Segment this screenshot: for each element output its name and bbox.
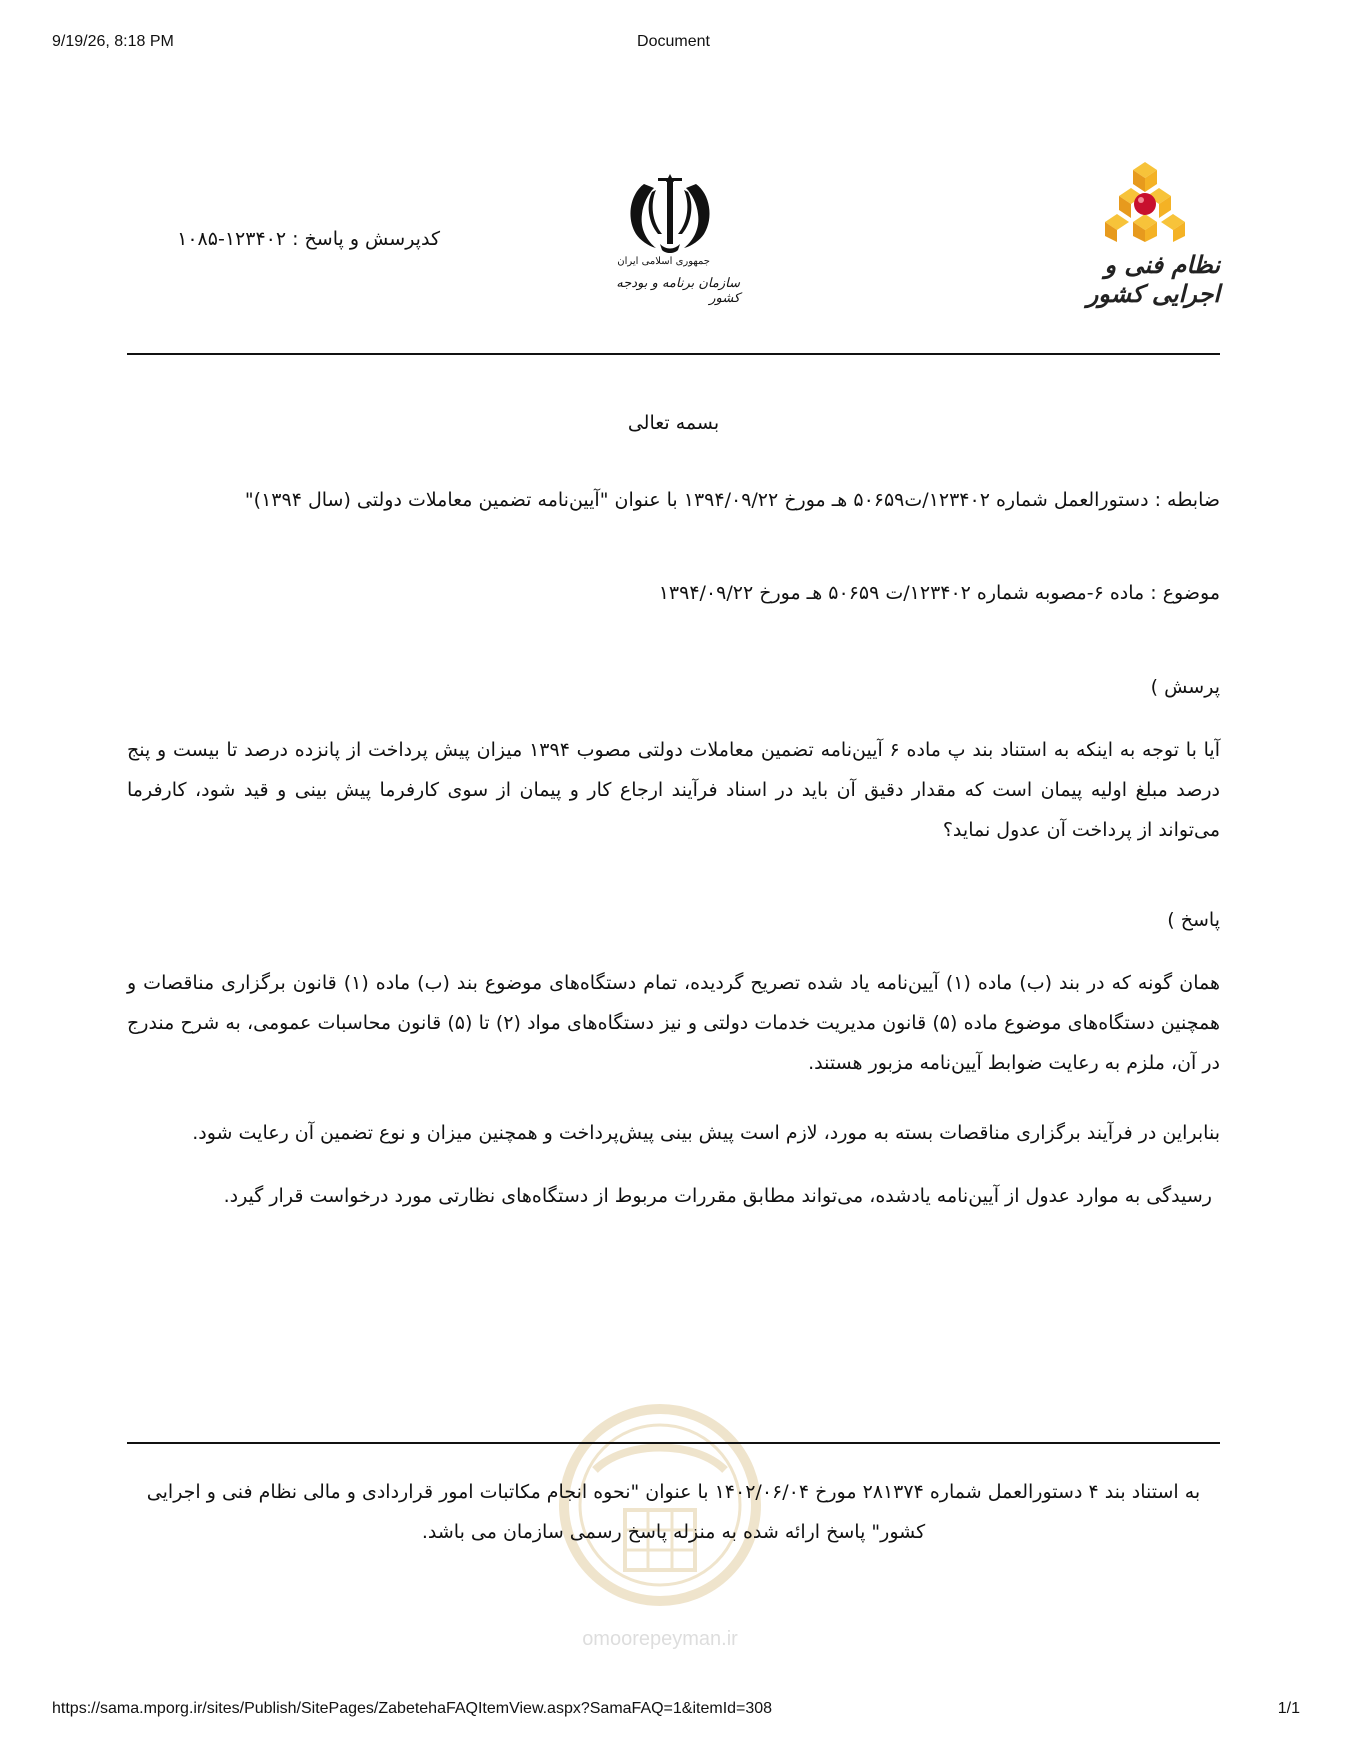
regulation-line: ضابطه : دستورالعمل شماره ۱۲۳۴۰۲/ت۵۰۶۵۹ هـ مورخ ۱۳۹۴/۰۹/۲۲ با عنوان "آیین‌نامه تضمین معاملات دولتی (سال ۱۳۹۴)" [244, 489, 1220, 511]
emblem-icon [600, 160, 740, 260]
print-doc-title: Document [637, 33, 710, 50]
cube-pyramid-icon [1095, 158, 1195, 244]
print-page-number: 1/1 [1277, 1700, 1300, 1717]
emblem-caption-1: جمهوری اسلامی ایران [617, 256, 710, 267]
answer-paragraph-2: بنابراین در فرآیند برگزاری مناقصات بسته به مورد، لازم است پیش بینی پیش‌پرداخت و همچنین میزان و نوع تضمین آن رعایت شود. [192, 1122, 1220, 1144]
iran-emblem-logo [600, 160, 740, 310]
header-divider [127, 353, 1220, 355]
print-url: https://sama.mporg.ir/sites/Publish/SitePages/ZabetehaFAQItemView.aspx?SamaFAQ=1&itemId=308 [52, 1700, 773, 1717]
answer-paragraph-3: رسیدگی به موارد عدول از آیین‌نامه یادشده، می‌تواند مطابق مقررات مربوط از دستگاه‌های نظارتی مورد درخواست قرار گیرد. [223, 1185, 1212, 1207]
question-body: آیا با توجه به اینکه به استناد بند پ ماده ۶ آیین‌نامه تضمین معاملات دولتی مصوب ۱۳۹۴ میزان پیش پرداخت از پانزده درصد تا بیست و پنج درصد مبلغ اولیه پیمان است که مقدار دقیق آن باید در اسناد فرآیند ارجاع کار و پیمان از سوی کارفرما پیش بینی و قید شود، کارفرما می‌تواند از پرداخت آن عدول نماید؟ [127, 739, 1220, 841]
footnote: به استناد بند ۴ دستورالعمل شماره ۲۸۱۳۷۴ مورخ ۱۴۰۲/۰۶/۰۴ با عنوان "نحوه انجام مکاتبات امور قراردادی و مالی نظام فنی و اجرایی کشور" پاسخ ارائه شده به منزله پاسخ رسمی سازمان می باشد. [146, 1481, 1201, 1543]
footer-divider [127, 1442, 1220, 1444]
nezam-fanni-text: نظام فنی و اجرایی کشور [1086, 250, 1220, 308]
answer-heading: پاسخ ) [1167, 909, 1220, 931]
qa-code: کدپرسش و پاسخ : ۱۲۳۴۰۲-۱۰۸۵ [177, 228, 440, 250]
subject-line: موضوع : ماده ۶-مصوبه شماره ۱۲۳۴۰۲/ت ۵۰۶۵۹ هـ مورخ ۱۳۹۴/۰۹/۲۲ [658, 582, 1220, 604]
emblem-caption-2: سازمان برنامه و بودجه کشور [616, 276, 740, 306]
bismillah: بسمه تعالی [627, 412, 720, 434]
print-datetime: 9/19/26, 8:18 PM [52, 33, 174, 50]
nezam-fanni-logo [1040, 158, 1220, 308]
question-heading: پرسش ) [1150, 676, 1220, 698]
answer-paragraph-1: همان گونه که در بند (ب) ماده (۱) آیین‌نامه یاد شده تصریح گردیده، تمام دستگاه‌های موضوع بند (ب) ماده (۱) قانون برگزاری مناقصات و همچنین دستگاه‌های موضوع ماده (۵) قانون مدیریت خدمات دولتی و نیز دستگاه‌های مواد (۲) تا (۵) قانون محاسبات عمومی، به شرح مندرج در آن، ملزم به رعایت ضوابط آیین‌نامه مزبور هستند. [127, 972, 1221, 1074]
watermark-site: omoorepeyman.ir [582, 1628, 738, 1650]
